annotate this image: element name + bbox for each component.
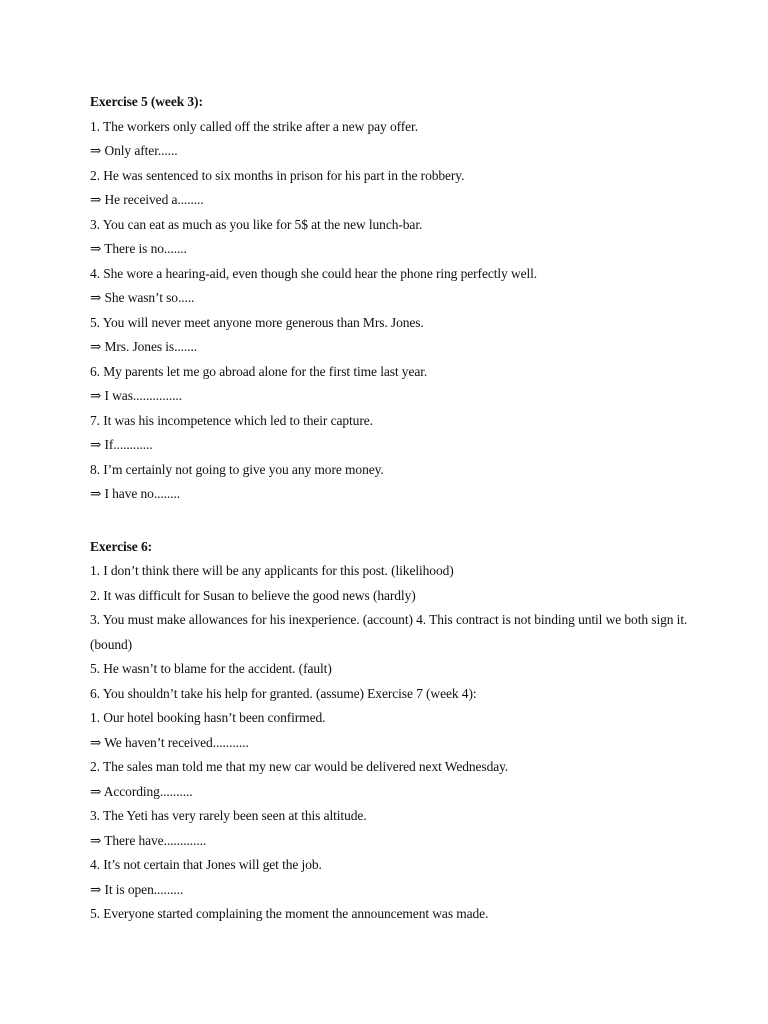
exercise-5-heading: Exercise 5 (week 3): bbox=[90, 94, 203, 109]
exercise-6-line: ⇒ According.......... bbox=[90, 783, 193, 799]
exercise-6-line: 3. The Yeti has very rarely been seen at this altitude. bbox=[90, 808, 367, 823]
exercise-6-line: ⇒ There have............. bbox=[90, 832, 207, 848]
exercise-5-line: ⇒ If............ bbox=[90, 437, 153, 452]
exercise-6-line: 5. He wasn’t to blame for the accident. (fault) bbox=[90, 661, 332, 676]
exercise-5-line: ⇒ There is no....... bbox=[90, 241, 187, 256]
exercise-5-line: 2. He was sentenced to six months in prison for his part in the robbery. bbox=[90, 167, 465, 183]
exercise-6-line: 1. I don’t think there will be any applicants for this post. (likelihood) bbox=[90, 563, 454, 578]
exercise-5-body bbox=[90, 115, 690, 507]
exercise-6-heading: Exercise 6: bbox=[90, 538, 153, 554]
exercise-6-line: 2. The sales man told me that my new car would be delivered next Wednesday. bbox=[90, 759, 509, 774]
exercise-5-line: 6. My parents let me go abroad alone for the first time last year. bbox=[90, 363, 428, 379]
exercise-6-line: 6. You shouldn’t take his help for granted. (assume) Exercise 7 (week 4): bbox=[90, 685, 477, 701]
exercise-5-line: 8. I’m certainly not going to give you any more money. bbox=[90, 461, 384, 477]
exercise-5-line: 1. The workers only called off the strike after a new pay offer. bbox=[90, 118, 418, 134]
exercise-6-line: 4. It’s not certain that Jones will get the job. bbox=[90, 857, 322, 872]
exercise-6-line: 2. It was difficult for Susan to believe the good news (hardly) bbox=[90, 587, 416, 603]
exercise-6-line: 3. You must make allowances for his inexperience. (account) 4. This contract is not binding until we both sign it. (bound) bbox=[90, 612, 688, 652]
exercise-5-line: ⇒ She wasn’t so..... bbox=[90, 290, 195, 305]
exercise-5-line: ⇒ I have no........ bbox=[90, 486, 181, 501]
exercise-5-line: ⇒ Only after...... bbox=[90, 143, 178, 158]
exercise-5-line: ⇒ He received a........ bbox=[90, 192, 204, 207]
exercise-5-line: 5. You will never meet anyone more generous than Mrs. Jones. bbox=[90, 314, 424, 330]
exercise-6-line: 5. Everyone started complaining the moment the announcement was made. bbox=[90, 906, 489, 921]
exercise-5-line: 4. She wore a hearing-aid, even though she could hear the phone ring perfectly well. bbox=[90, 265, 538, 281]
section-gap bbox=[90, 507, 690, 535]
exercise-6-line: ⇒ It is open......... bbox=[90, 881, 184, 897]
document-page bbox=[90, 90, 690, 927]
exercise-5-line: ⇒ Mrs. Jones is....... bbox=[90, 339, 197, 354]
exercise-5-line: ⇒ I was............... bbox=[90, 388, 182, 403]
exercise-5-line: 7. It was his incompetence which led to their capture. bbox=[90, 412, 373, 428]
exercise-6-line: 1. Our hotel booking hasn’t been confirmed. bbox=[90, 710, 326, 725]
exercise-6-line: ⇒ We haven’t received........... bbox=[90, 734, 249, 750]
exercise-5-line: 3. You can eat as much as you like for 5$ at the new lunch-bar. bbox=[90, 216, 423, 232]
exercise-6-body bbox=[90, 559, 690, 927]
